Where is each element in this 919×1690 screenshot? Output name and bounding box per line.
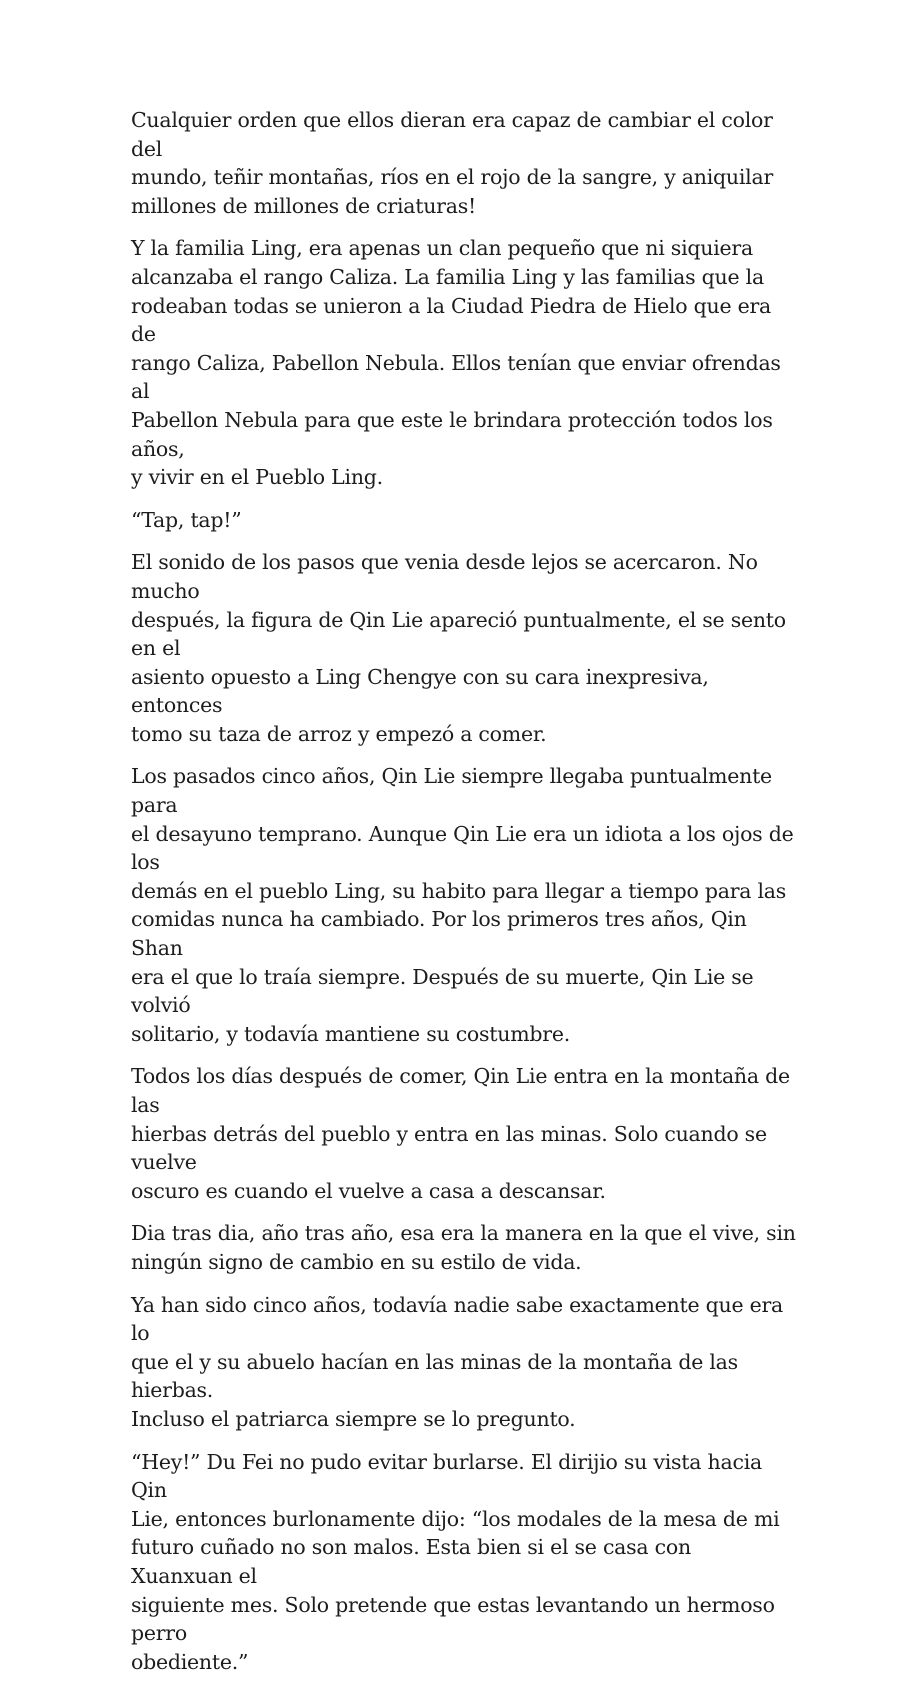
document-body	[131, 106, 796, 1690]
paragraph-5: Los pasados cinco años, Qin Lie siempre llegaba puntualmente para el desayuno temprano. Aunque Qin Lie era un idiota a los ojos de los demás en el pueblo Ling, su habito para llegar a tiempo para las comidas nunca ha cambiado. Por los primeros tres años, Qin Shan era el que lo traía siempre. Después de su muerte, Qin Lie se volvió solitario, y todavía mantiene su costumbre.	[131, 764, 794, 1046]
paragraph-2: Y la familia Ling, era apenas un clan pequeño que ni siquiera alcanzaba el rango Caliza. La familia Ling y las familias que la rodeaban todas se unieron a la Ciudad Piedra de Hielo que era de rango Caliza, Pabellon Nebula. Ellos tenían que enviar ofrendas al Pabellon Nebula para que este le brindara protección todos los años, y vivir en el Pueblo Ling.	[131, 236, 781, 490]
paragraph-7: Dia tras dia, año tras año, esa era la manera en la que el vive, sin ningún signo de cambio en su estilo de vida.	[131, 1221, 796, 1274]
paragraph-8: Ya han sido cinco años, todavía nadie sabe exactamente que era lo que el y su abuelo hacían en las minas de la montaña de las hierbas. Incluso el patriarca siempre se lo pregunto.	[131, 1292, 783, 1431]
paragraph-6: Todos los días después de comer, Qin Lie entra en la montaña de las hierbas detrás del pueblo y entra en las minas. Solo cuando se vuelve oscuro es cuando el vuelve a casa a descansar.	[131, 1064, 790, 1203]
paragraph-4: El sonido de los pasos que venia desde lejos se acercaron. No mucho después, la figura de Qin Lie apareció puntualmente, el se sento en el asiento opuesto a Ling Chengye con su cara inexpresiva, entonces tomo su taza de arroz y empezó a comer.	[131, 550, 786, 746]
paragraph-1: Cualquier orden que ellos dieran era capaz de cambiar el color del mundo, teñir montañas, ríos en el rojo de la sangre, y aniquilar millones de millones de criaturas!	[131, 108, 773, 218]
paragraph-9: “Hey!” Du Fei no pudo evitar burlarse. El dirijio su vista hacia Qin Lie, entonces burlonamente dijo: “los modales de la mesa de mi futuro cuñado no son malos. Esta bien si el se casa con Xuanxuan el siguiente mes. Solo pretende que estas levantando un hermoso perro obediente.”	[131, 1449, 780, 1674]
paragraph-3: “Tap, tap!”	[131, 507, 242, 532]
